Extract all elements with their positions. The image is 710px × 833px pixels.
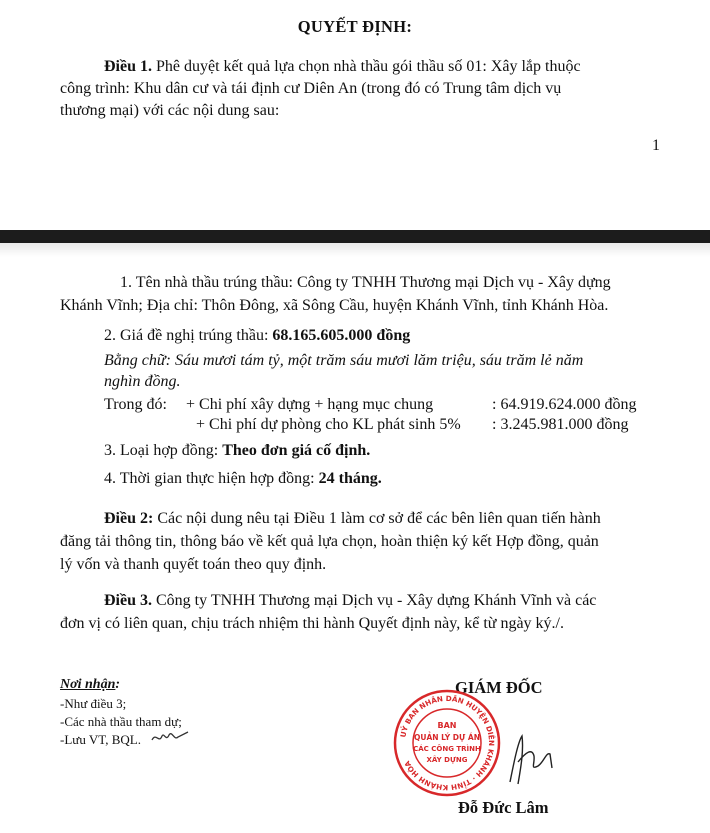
noi-nhan-heading: [60, 676, 120, 694]
item2-label: 2. Giá đề nghị trúng thầu:: [104, 327, 273, 344]
dieu2-label: Điều 2:: [104, 510, 154, 527]
stamp-line4: XÂY DỰNG: [426, 756, 468, 764]
item4-value: 24 tháng.: [318, 470, 382, 487]
signer-position: GIÁM ĐỐC: [455, 678, 543, 697]
stamp-line3: CÁC CÔNG TRÌNH: [413, 745, 481, 753]
recipient-item: -Các nhà thầu tham dự;: [60, 714, 182, 729]
dieu3-text1: Công ty TNHH Thương mại Dịch vụ - Xây dựng Khánh Vĩnh và các: [152, 592, 597, 609]
bang-chu-line2: nghìn đồng.: [104, 373, 181, 390]
stamp-line2: QUẢN LÝ DỰ ÁN: [414, 733, 480, 742]
page-break-shadow: [0, 243, 710, 257]
stamp-line1: BAN: [437, 721, 457, 730]
dieu2-line2: đăng tải thông tin, thông báo về kết quả lựa chọn, hoàn thiện ký kết Hợp đồng, quản: [60, 533, 599, 550]
dieu3-line2: đơn vị có liên quan, chịu trách nhiệm thi hành Quyết định này, kể từ ngày ký./.: [60, 615, 564, 632]
dieu2-line1: [104, 508, 601, 530]
noi-nhan-label: Nơi nhận: [60, 677, 116, 692]
initials-mark: [150, 726, 190, 748]
item3-line: [104, 440, 370, 462]
dieu1-line2: công trình: Khu dân cư và tái định cư Diên An (trong đó có Trung tâm dịch vụ: [60, 80, 562, 97]
cost1-label: + Chi phí xây dựng + hạng mục chung: [186, 396, 434, 413]
dieu1-line1: [104, 56, 581, 78]
dieu2-line3: lý vốn và thanh quyết toán theo quy định.: [60, 556, 327, 573]
item3-label: 3. Loại hợp đồng:: [104, 442, 223, 459]
recipient-item: -Lưu VT, BQL.: [60, 732, 141, 747]
signer-name: Đỗ Đức Lâm: [458, 798, 549, 817]
item4-label: 4. Thời gian thực hiện hợp đồng:: [104, 470, 319, 487]
bang-chu-label: Bằng chữ:: [104, 352, 171, 369]
item3-value: Theo đơn giá cố định.: [222, 442, 371, 459]
item2-value: 68.165.605.000 đồng: [272, 327, 411, 344]
bang-chu-line1: [104, 350, 583, 372]
item2-line: [104, 325, 410, 347]
stamp-outer-text: UỶ BAN NHÂN DÂN HUYỆN DIÊN KHÁNH · TỈNH KHÁNH HÒA: [398, 693, 497, 793]
signature: [480, 722, 580, 792]
cost2-label: + Chi phí dự phòng cho KL phát sinh 5%: [196, 416, 461, 433]
recipient-item: -Như điều 3;: [60, 696, 127, 711]
document-title: QUYẾT ĐỊNH:: [297, 17, 413, 36]
trong-do-label: Trong đó:: [104, 396, 167, 413]
cost2-value: : 3.245.981.000 đồng: [492, 416, 629, 433]
dieu1-text1: Phê duyệt kết quả lựa chọn nhà thầu gói thầu số 01: Xây lắp thuộc: [156, 58, 581, 75]
item1-line2: Khánh Vĩnh; Địa chỉ: Thôn Đông, xã Sông Cầu, huyện Khánh Vĩnh, tỉnh Khánh Hòa.: [60, 297, 609, 314]
dieu1-line3: thương mại) với các nội dung sau:: [60, 102, 280, 119]
noi-nhan-colon: :: [115, 677, 121, 692]
page-break-divider: [0, 230, 710, 243]
dieu3-label: Điều 3.: [104, 592, 152, 609]
page-number: 1: [652, 137, 660, 154]
dieu3-line1: [104, 590, 596, 612]
cost1-value: : 64.919.624.000 đồng: [492, 396, 637, 413]
item4-line: [104, 468, 382, 490]
item1-line1: 1. Tên nhà thầu trúng thầu: Công ty TNHH Thương mại Dịch vụ - Xây dựng: [120, 274, 611, 291]
dieu2-text1: Các nội dung nêu tại Điều 1 làm cơ sở để các bên liên quan tiến hành: [153, 510, 601, 527]
bang-chu-text: Sáu mươi tám tỷ, một trăm sáu mươi lăm triệu, sáu trăm lẻ năm: [170, 352, 584, 369]
dieu1-label: Điều 1.: [104, 58, 152, 75]
